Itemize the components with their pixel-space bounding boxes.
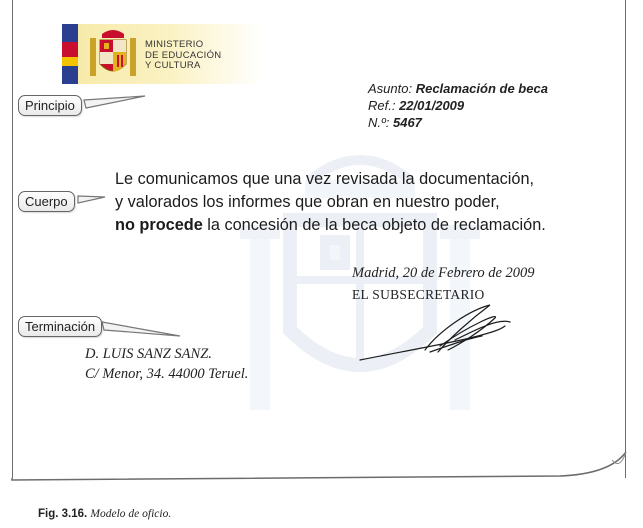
- figure-number: Fig. 3.16.: [38, 508, 88, 520]
- number-line: [368, 114, 548, 131]
- body-line: y valorados los informes que obran en nuestro poder,: [115, 193, 500, 211]
- ministry-line: DE EDUCACIÓN: [145, 49, 222, 61]
- ministry-line: MINISTERIO: [145, 39, 204, 50]
- asunto-value: Reclamación de beca: [415, 81, 548, 96]
- recipient-block: [85, 344, 248, 384]
- body-line: [115, 214, 575, 237]
- figure-caption: [38, 508, 171, 520]
- ministry-name: [145, 40, 221, 72]
- coat-of-arms-icon: [88, 28, 138, 80]
- callout-cuerpo: Cuerpo: [18, 191, 75, 212]
- place-date: Madrid, 20 de Febrero de 2009: [352, 265, 535, 281]
- callout-terminacion: Terminación: [18, 316, 102, 337]
- callout-principio: Principio: [18, 95, 82, 116]
- recipient-name: D. LUIS SANZ SANZ.: [85, 346, 212, 362]
- number-value: 5467: [392, 115, 422, 130]
- ref-line: [368, 97, 548, 114]
- recipient-address: C/ Menor, 34. 44000 Teruel.: [85, 366, 249, 382]
- letter-body: [115, 168, 575, 237]
- signature-block: [352, 262, 535, 306]
- asunto-label: Asunto:: [368, 81, 416, 96]
- body-line: Le comunicamos que una vez revisada la documentación,: [115, 170, 535, 188]
- ministry-line: Y CULTURA: [145, 60, 201, 71]
- figure-text: Modelo de oficio.: [90, 508, 172, 520]
- signer-title: EL SUBSECRETARIO: [352, 287, 485, 302]
- number-label: N.º:: [368, 115, 393, 130]
- ref-value: 22/01/2009: [399, 98, 465, 113]
- body-line-rest: la concesión de la beca objeto de reclamación.: [202, 216, 546, 234]
- ref-label: Ref.:: [368, 98, 400, 113]
- body-emphasis: no procede: [115, 216, 203, 234]
- flag-icon: [62, 24, 78, 84]
- asunto-line: [368, 80, 548, 97]
- letter-reference-block: [368, 80, 548, 131]
